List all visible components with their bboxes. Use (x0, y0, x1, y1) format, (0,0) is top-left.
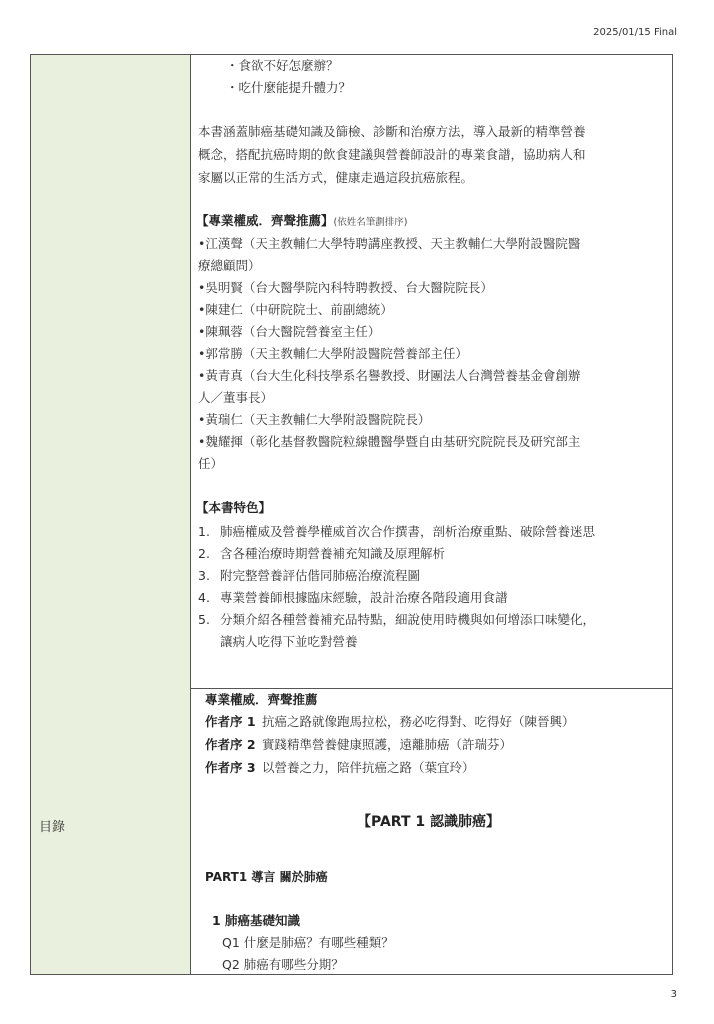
features-heading: 【本書特色】 (196, 500, 272, 515)
toc-preface-entry: 作者序 1 抗癌之路就像跑馬拉松，務必吃得對、吃得好（陳晉興） (205, 714, 575, 729)
toc-content-cell (192, 688, 672, 974)
recommender-line: •吳明賢（台大醫學院內科特聘教授、台大醫院院長） (198, 280, 493, 295)
recommender-line: •陳建仁（中研院院士、前副總統） (198, 302, 393, 317)
toc-preface-entry: 作者序 3 以營養之力，陪伴抗癌之路（葉宜玲） (205, 760, 475, 775)
feature-item: 5. 分類介紹各種營養補充品特點，細說使用時機與如何增添口味變化， (198, 612, 596, 627)
recommender-line: •江漢聲（天主教輔仁大學特聘講座教授、天主教輔仁大學附設醫院醫 (198, 236, 581, 251)
toc-recommend-heading: 專業權威．齊聲推薦 (205, 692, 318, 707)
feature-item-continuation: 讓病人吃得下並吃對營養 (220, 634, 358, 649)
toc-chapter: 1 肺癌基礎知識 (212, 913, 301, 928)
recommend-heading: 【專業權威．齊聲推薦】(依姓名筆劃排序) (196, 213, 408, 228)
toc-question: Q2 肺癌有哪些分期？ (222, 957, 344, 972)
toc-part-heading: 【PART 1 認識肺癌】 (357, 814, 501, 830)
description-label-cell (31, 55, 191, 688)
intro-paragraph-line: 概念，搭配抗癌時期的飲食建議與營養師設計的專業食譜，協助病人和 (198, 147, 586, 162)
feature-item: 1. 肺癌權威及營養學權威首次合作撰書，剖析治療重點、破除營養迷思 (198, 524, 596, 539)
toc-label-cell (31, 688, 191, 974)
recommender-line: •黃青真（台大生化科技學系名譽教授、財團法人台灣營養基金會創辦 (198, 368, 581, 383)
description-row (31, 55, 672, 689)
page-number: 3 (670, 989, 677, 1000)
recommender-line: •陳珮蓉（台大醫院營養室主任） (198, 324, 381, 339)
document-status-stamp: 2025/01/15 Final (593, 27, 677, 38)
toc-label: 目錄 (39, 820, 66, 835)
content-table (30, 54, 673, 975)
toc-preface-entry: 作者序 2 實踐精準營養健康照護，遠離肺癌（許瑞芬） (205, 737, 513, 752)
recommend-note: (依姓名筆劃排序) (333, 217, 408, 228)
toc-part-intro: PART1 導言 關於肺癌 (205, 870, 328, 884)
description-content-cell (192, 55, 672, 688)
recommender-line: 人／董事長） (198, 390, 274, 405)
intro-bullet: ・食欲不好怎麼辦？ (226, 58, 339, 73)
toc-row (31, 688, 672, 974)
feature-item: 4. 專業營養師根據臨床經驗，設計治療各階段適用食譜 (198, 590, 508, 605)
recommender-line: •魏耀揮（彰化基督教醫院粒線體醫學暨自由基研究院院長及研究部主 (198, 434, 581, 449)
recommender-line: 任） (198, 456, 224, 471)
recommender-line: 療總顧問） (198, 258, 261, 273)
intro-paragraph-line: 本書涵蓋肺癌基礎知識及篩檢、診斷和治療方法，導入最新的精準營養 (198, 124, 586, 139)
toc-question: Q1 什麼是肺癌？有哪些種類？ (222, 935, 394, 950)
recommender-line: •郭常勝（天主教輔仁大學附設醫院營養部主任） (198, 346, 468, 361)
feature-item: 3. 附完整營養評估偕同肺癌治療流程圖 (198, 568, 421, 583)
feature-item: 2. 含各種治療時期營養補充知識及原理解析 (198, 546, 446, 561)
recommender-line: •黃瑞仁（天主教輔仁大學附設醫院院長） (198, 412, 431, 427)
intro-paragraph-line: 家屬以正常的生活方式，健康走過這段抗癌旅程。 (198, 170, 474, 185)
intro-bullet: ・吃什麼能提升體力？ (226, 80, 352, 95)
